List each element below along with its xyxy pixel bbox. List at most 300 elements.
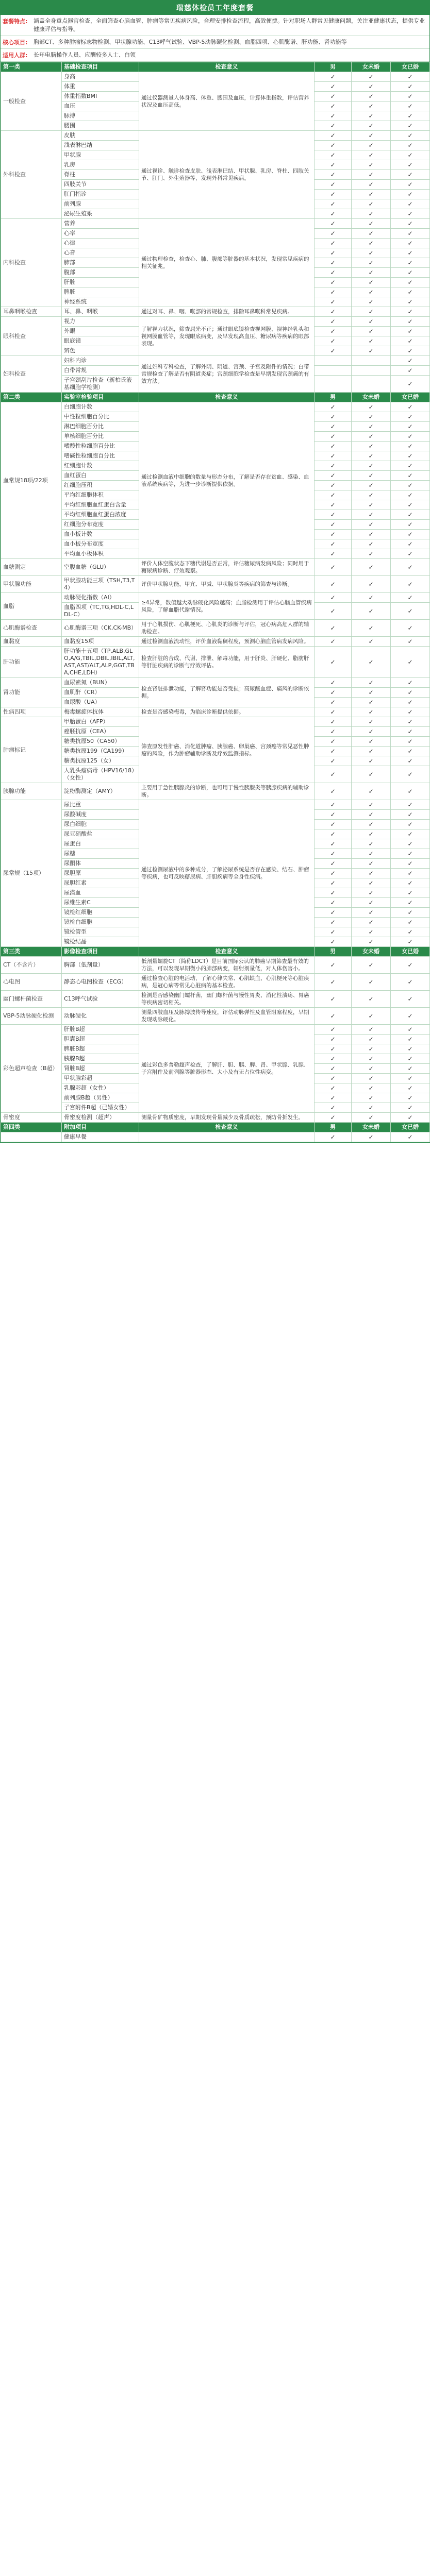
section-head-item: 实验室检验项目	[62, 393, 139, 402]
female-married-check: ✓	[391, 783, 430, 800]
female-unmarried-check: ✓	[352, 402, 391, 412]
female-unmarried-check: ✓	[352, 829, 391, 839]
female-unmarried-check: ✓	[352, 1054, 391, 1064]
female-married-check: ✓	[391, 747, 430, 756]
female-unmarried-check: ✓	[352, 121, 391, 131]
desc-cell: 通过视诊、触诊检查皮肤、浅表淋巴结、甲状腺、乳房、脊柱、四肢关节、肛门、外生殖器等，发现外科常见疾病。	[139, 131, 315, 219]
male-check: ✓	[315, 991, 352, 1008]
female-married-check: ✓	[391, 829, 430, 839]
female-married-check: ✓	[391, 451, 430, 461]
female-unmarried-check: ✓	[352, 111, 391, 121]
female-married-check: ✓	[391, 92, 430, 101]
male-check: ✓	[315, 190, 352, 199]
male-check: ✓	[315, 957, 352, 974]
female-unmarried-check: ✓	[352, 620, 391, 637]
desc-cell: 通过检测尿液中的多种成分，了解泌尿系统是否存在感染、结石、肿瘤等疾病，也可反映糖尿病、肝胆疾病等全身性疾病。	[139, 800, 315, 947]
male-check: ✓	[315, 451, 352, 461]
male-check: ✓	[315, 756, 352, 766]
info-row	[1, 36, 429, 49]
table-row	[1, 1025, 430, 1035]
item-cell: 血肌酐（CR）	[62, 688, 139, 698]
col-desc-header: 检查意义	[139, 393, 315, 402]
item-cell: 肝脏B超	[62, 1025, 139, 1035]
item-cell: 尿蛋白	[62, 839, 139, 849]
item-cell: 子宫颈刮片检查（新柏氏液基细胞学检测）	[62, 376, 139, 393]
female-married-check: ✓	[391, 1025, 430, 1035]
male-check: ✓	[315, 1025, 352, 1035]
female-married-check: ✓	[391, 1113, 430, 1123]
item-cell: 腰围	[62, 121, 139, 131]
item-cell: 肝功能十五项（TP,ALB,GLO,A/G,TBIL,DBIL,IBIL,ALT,AST,AST/ALT,ALP,GGT,TBA,CHE,LDH）	[62, 647, 139, 678]
female-married-check: ✓	[391, 461, 430, 471]
item-cell: C13呼气试验	[62, 991, 139, 1008]
female-married-check: ✓	[391, 402, 430, 412]
female-unmarried-check: ✓	[352, 1044, 391, 1054]
female-unmarried-check: ✓	[352, 747, 391, 756]
male-check: ✓	[315, 783, 352, 800]
female-married-check: ✓	[391, 1054, 430, 1064]
female-married-check: ✓	[391, 346, 430, 356]
item-cell: 泌尿生殖系	[62, 209, 139, 219]
male-check: ✓	[315, 800, 352, 810]
male-check: ✓	[315, 510, 352, 520]
female-unmarried-check: ✓	[352, 268, 391, 278]
male-check: ✓	[315, 698, 352, 707]
female-unmarried-check: ✓	[352, 160, 391, 170]
item-cell: 尿亚硝酸盐	[62, 829, 139, 839]
info-row	[1, 15, 429, 36]
table-row	[1, 317, 430, 327]
male-check: ✓	[315, 869, 352, 878]
female-married-check: ✓	[391, 539, 430, 549]
male-check: ✓	[315, 559, 352, 576]
info-row	[1, 49, 429, 62]
male-check: ✓	[315, 219, 352, 229]
female-unmarried-check: ✓	[352, 170, 391, 180]
male-check: ✓	[315, 747, 352, 756]
category-cell: 胰腺功能	[1, 783, 62, 800]
female-married-check: ✓	[391, 878, 430, 888]
table-row	[1, 620, 430, 637]
female-married-check: ✓	[391, 1044, 430, 1054]
item-cell: 妇科内诊	[62, 356, 139, 366]
table-row	[1, 974, 430, 991]
item-cell: 心肌酶谱三项（CK,CK-MB）	[62, 620, 139, 637]
item-cell: 中性粒细胞百分比	[62, 412, 139, 422]
item-cell: 红细胞压积	[62, 481, 139, 490]
male-check: ✓	[315, 908, 352, 918]
table-row	[1, 637, 430, 647]
female-married-check: ✓	[391, 510, 430, 520]
item-cell: 血尿素氮（BUN）	[62, 678, 139, 688]
female-unmarried-check: ✓	[352, 647, 391, 678]
female-unmarried-check: ✓	[352, 800, 391, 810]
item-cell: 镜检结晶	[62, 937, 139, 947]
item-cell: 身高	[62, 72, 139, 82]
female-married-check: ✓	[391, 287, 430, 297]
item-cell: 眼底镜	[62, 336, 139, 346]
male-check: ✓	[315, 576, 352, 593]
col-female-married-header: 女已婚	[391, 1123, 430, 1132]
female-married-check: ✓	[391, 297, 430, 307]
table-row	[1, 783, 430, 800]
male-check: ✓	[315, 209, 352, 219]
female-unmarried-check: ✓	[352, 717, 391, 727]
female-married-check: ✓	[391, 766, 430, 783]
items-table	[1, 62, 430, 1142]
female-unmarried-check	[352, 366, 391, 376]
female-married-check: ✓	[391, 1074, 430, 1083]
female-married-check: ✓	[391, 219, 430, 229]
female-married-check: ✓	[391, 278, 430, 287]
female-unmarried-check: ✓	[352, 530, 391, 539]
female-unmarried-check: ✓	[352, 346, 391, 356]
item-cell: 浅表淋巴结	[62, 141, 139, 150]
female-married-check: ✓	[391, 898, 430, 908]
female-married-check: ✓	[391, 530, 430, 539]
item-cell: 平均红细胞血红蛋白含量	[62, 500, 139, 510]
female-unmarried-check: ✓	[352, 878, 391, 888]
male-check: ✓	[315, 1044, 352, 1054]
male-check: ✓	[315, 678, 352, 688]
category-cell	[1, 1132, 62, 1142]
desc-cell: 通过彩色多普勒超声检查，了解肝、胆、胰、脾、肾、甲状腺、乳腺、子宫附件及前列腺等脏器形态、大小及有无占位性病变。	[139, 1025, 315, 1113]
female-unmarried-check	[352, 356, 391, 366]
female-married-check: ✓	[391, 366, 430, 376]
category-cell: 彩色超声检查（B超）	[1, 1025, 62, 1113]
category-cell: VBP-5动脉硬化检测	[1, 1008, 62, 1025]
category-cell: 肝功能	[1, 647, 62, 678]
info-text: 涵盖全身重点器官检查，全面筛查心脑血管、肿瘤等常见疾病风险，合理安排检查流程，高效便捷。针对职场人群常见健康问题，关注亚健康状态，提供专业健康评估与指导。	[34, 18, 425, 32]
male-check: ✓	[315, 327, 352, 336]
male-check: ✓	[315, 829, 352, 839]
female-married-check: ✓	[391, 500, 430, 510]
table-row	[1, 800, 430, 810]
item-cell: 辨色	[62, 346, 139, 356]
item-cell: 平均红细胞体积	[62, 490, 139, 500]
female-unmarried-check: ✓	[352, 520, 391, 530]
item-cell: 糖类抗原50（CA50）	[62, 737, 139, 747]
category-cell: 心电图	[1, 974, 62, 991]
female-married-check: ✓	[391, 490, 430, 500]
female-unmarried-check: ✓	[352, 258, 391, 268]
female-married-check: ✓	[391, 859, 430, 869]
female-married-check: ✓	[391, 412, 430, 422]
female-married-check: ✓	[391, 1093, 430, 1103]
info-text: 长年电脑操作人员、应酬较多人士、白领	[34, 52, 136, 58]
male-check: ✓	[315, 717, 352, 727]
female-married-check: ✓	[391, 717, 430, 727]
category-cell: 内科检查	[1, 219, 62, 307]
col-male-header: 男	[315, 393, 352, 402]
female-unmarried-check: ✓	[352, 849, 391, 859]
item-cell: 营养	[62, 219, 139, 229]
desc-cell: 通过检查心脏的电活动，了解心律失常、心肌缺血、心肌梗死等心脏疾病，是冠心病等常见心脏病的基本检查。	[139, 974, 315, 991]
male-check: ✓	[315, 918, 352, 927]
female-married-check: ✓	[391, 800, 430, 810]
female-unmarried-check: ✓	[352, 219, 391, 229]
col-male-header: 男	[315, 1123, 352, 1132]
item-cell: 血小板计数	[62, 530, 139, 539]
female-unmarried-check: ✓	[352, 859, 391, 869]
desc-cell: 主要用于急性胰腺炎的诊断，也可用于慢性胰腺炎等胰腺疾病的辅助诊断。	[139, 783, 315, 800]
female-unmarried-check: ✓	[352, 199, 391, 209]
female-married-check: ✓	[391, 72, 430, 82]
female-unmarried-check: ✓	[352, 510, 391, 520]
female-unmarried-check: ✓	[352, 141, 391, 150]
female-married-check: ✓	[391, 737, 430, 747]
male-check: ✓	[315, 199, 352, 209]
item-cell: 脉搏	[62, 111, 139, 121]
female-unmarried-check: ✓	[352, 839, 391, 849]
item-cell: 健康早餐	[62, 1132, 139, 1142]
female-unmarried-check: ✓	[352, 991, 391, 1008]
female-unmarried-check: ✓	[352, 72, 391, 82]
male-check: ✓	[315, 297, 352, 307]
item-cell: 空腹血糖（GLU）	[62, 559, 139, 576]
male-check: ✓	[315, 688, 352, 698]
table-row	[1, 717, 430, 727]
item-cell: 尿比重	[62, 800, 139, 810]
female-unmarried-check: ✓	[352, 82, 391, 92]
male-check: ✓	[315, 620, 352, 637]
male-check: ✓	[315, 150, 352, 160]
section-head-label: 第一类	[1, 62, 62, 72]
female-married-check: ✓	[391, 820, 430, 829]
female-married-check: ✓	[391, 576, 430, 593]
category-cell: 性病四项	[1, 707, 62, 717]
female-unmarried-check: ✓	[352, 707, 391, 717]
female-unmarried-check: ✓	[352, 937, 391, 947]
female-unmarried-check: ✓	[352, 698, 391, 707]
male-check: ✓	[315, 1035, 352, 1044]
female-unmarried-check: ✓	[352, 678, 391, 688]
female-unmarried-check: ✓	[352, 1103, 391, 1113]
female-unmarried-check: ✓	[352, 471, 391, 481]
female-unmarried-check: ✓	[352, 422, 391, 432]
desc-cell: 检查是否感染梅毒，为临床诊断提供依据。	[139, 707, 315, 717]
female-unmarried-check: ✓	[352, 101, 391, 111]
male-check: ✓	[315, 500, 352, 510]
item-cell: 糖类抗原125（女）	[62, 756, 139, 766]
item-cell: 甲状腺功能三项（TSH,T3,T4）	[62, 576, 139, 593]
male-check: ✓	[315, 593, 352, 603]
info-label: 套餐特点:	[3, 18, 28, 25]
female-unmarried-check: ✓	[352, 576, 391, 593]
category-cell: 尿常规（15项）	[1, 800, 62, 947]
female-unmarried-check: ✓	[352, 336, 391, 346]
male-check: ✓	[315, 974, 352, 991]
male-check: ✓	[315, 141, 352, 150]
item-cell: 平均红细胞血红蛋白浓度	[62, 510, 139, 520]
female-married-check: ✓	[391, 336, 430, 346]
item-cell: 肺部	[62, 258, 139, 268]
desc-cell: 测量骨矿物质密度，早期发现骨量减少及骨质疏松，预防骨折发生。	[139, 1113, 315, 1123]
female-married-check: ✓	[391, 1008, 430, 1025]
item-cell: 肛门指诊	[62, 190, 139, 199]
col-male-header: 男	[315, 62, 352, 72]
male-check: ✓	[315, 111, 352, 121]
item-cell: 静态心电图检查（ECG）	[62, 974, 139, 991]
table-row	[1, 593, 430, 603]
item-cell: 淀粉酶测定（AMY）	[62, 783, 139, 800]
item-cell: 子宫附件B超（已婚女性）	[62, 1103, 139, 1113]
female-married-check: ✓	[391, 937, 430, 947]
desc-cell: 评价甲状腺功能，甲亢、甲减、甲状腺炎等疾病的筛查与诊断。	[139, 576, 315, 593]
female-married-check: ✓	[391, 756, 430, 766]
category-cell: 一般检查	[1, 72, 62, 131]
female-unmarried-check: ✓	[352, 974, 391, 991]
male-check: ✓	[315, 820, 352, 829]
item-cell: 耳、鼻、咽喉	[62, 307, 139, 317]
item-cell: 嗜碱性粒细胞百分比	[62, 451, 139, 461]
table-row	[1, 576, 430, 593]
female-married-check: ✓	[391, 520, 430, 530]
female-married-check: ✓	[391, 593, 430, 603]
female-unmarried-check: ✓	[352, 1025, 391, 1035]
male-check: ✓	[315, 1132, 352, 1142]
desc-cell: 测量四肢血压及脉搏波传导速度，评估动脉弹性及血管阻塞程度，早期发现动脉硬化。	[139, 1008, 315, 1025]
female-unmarried-check: ✓	[352, 317, 391, 327]
female-unmarried-check: ✓	[352, 603, 391, 620]
female-married-check: ✓	[391, 974, 430, 991]
item-cell: 白细胞计数	[62, 402, 139, 412]
section-head-item: 基础检查项目	[62, 62, 139, 72]
desc-cell: 通过检测血液中细胞的数量与形态分布，了解是否存在贫血、感染、血液系统疾病等，为进一步诊断提供依据。	[139, 402, 315, 559]
male-check	[315, 376, 352, 393]
category-cell: 外科检查	[1, 131, 62, 219]
item-cell: 胆囊B超	[62, 1035, 139, 1044]
female-married-check: ✓	[391, 1083, 430, 1093]
female-unmarried-check: ✓	[352, 898, 391, 908]
female-married-check: ✓	[391, 422, 430, 432]
desc-cell: 评价人体空腹状态下糖代谢是否正常，评估糖尿病发病风险；同时用于糖尿病诊断、疗效观察。	[139, 559, 315, 576]
female-unmarried-check: ✓	[352, 637, 391, 647]
item-cell: 脾脏B超	[62, 1044, 139, 1054]
desc-cell: 通过物理检查，检查心、肺、腹部等脏器的基本状况，发现常见疾病的相关征兆。	[139, 219, 315, 307]
female-unmarried-check: ✓	[352, 500, 391, 510]
male-check: ✓	[315, 1008, 352, 1025]
female-unmarried-check: ✓	[352, 131, 391, 141]
item-cell: 心率	[62, 229, 139, 239]
female-married-check: ✓	[391, 209, 430, 219]
female-unmarried-check: ✓	[352, 688, 391, 698]
female-married-check: ✓	[391, 918, 430, 927]
desc-cell: 检查肝脏的合成、代谢、排泄、解毒功能，用于肝炎、肝硬化、脂肪肝等肝脏疾病的诊断与疗效评估。	[139, 647, 315, 678]
item-cell: 神经系统	[62, 297, 139, 307]
female-unmarried-check: ✓	[352, 180, 391, 190]
male-check: ✓	[315, 603, 352, 620]
item-cell: 脊柱	[62, 170, 139, 180]
item-cell: 单核细胞百分比	[62, 432, 139, 442]
female-unmarried-check: ✓	[352, 1083, 391, 1093]
desc-cell: 了解视力状况，筛查屈光不正；通过眼底镜检查视网膜、视神经乳头和视网膜血管等，发现眼底病变，及早发现高血压、糖尿病等疾病的眼部表现。	[139, 317, 315, 356]
item-cell: 动脉硬化	[62, 1008, 139, 1025]
category-cell: 血糖测定	[1, 559, 62, 576]
item-cell: 尿胆红素	[62, 878, 139, 888]
item-cell: 梅毒螺旋体抗体	[62, 707, 139, 717]
female-married-check: ✓	[391, 839, 430, 849]
item-cell: 尿潜血	[62, 888, 139, 898]
item-cell: 前列腺	[62, 199, 139, 209]
item-cell: 尿糖	[62, 849, 139, 859]
female-married-check: ✓	[391, 327, 430, 336]
female-married-check: ✓	[391, 927, 430, 937]
item-cell: 血红蛋白	[62, 471, 139, 481]
female-married-check: ✓	[391, 559, 430, 576]
female-unmarried-check: ✓	[352, 432, 391, 442]
col-female-married-header: 女已婚	[391, 62, 430, 72]
desc-cell: 检测是否感染幽门螺杆菌，幽门螺杆菌与慢性胃炎、消化性溃疡、胃癌等疾病密切相关。	[139, 991, 315, 1008]
female-married-check: ✓	[391, 150, 430, 160]
female-married-check: ✓	[391, 888, 430, 898]
male-check: ✓	[315, 849, 352, 859]
male-check: ✓	[315, 1113, 352, 1123]
col-female-unmarried-header: 女未婚	[352, 947, 391, 957]
male-check: ✓	[315, 898, 352, 908]
male-check: ✓	[315, 471, 352, 481]
item-cell: 尿胆原	[62, 869, 139, 878]
category-cell: 甲状腺功能	[1, 576, 62, 593]
male-check: ✓	[315, 1093, 352, 1103]
female-unmarried-check: ✓	[352, 490, 391, 500]
desc-cell: 检查肾脏排泄功能，了解肾功能是否受损；高尿酸血症、痛风的诊断依据。	[139, 678, 315, 707]
table-row	[1, 72, 430, 82]
male-check: ✓	[315, 927, 352, 937]
item-cell: 血尿酸（UA）	[62, 698, 139, 707]
female-married-check: ✓	[391, 688, 430, 698]
male-check: ✓	[315, 287, 352, 297]
item-cell: 淋巴细胞百分比	[62, 422, 139, 432]
female-married-check: ✓	[391, 603, 430, 620]
female-unmarried-check: ✓	[352, 229, 391, 239]
table-row	[1, 356, 430, 366]
category-cell: 肾功能	[1, 678, 62, 707]
female-unmarried-check	[352, 376, 391, 393]
female-married-check: ✓	[391, 432, 430, 442]
female-married-check: ✓	[391, 849, 430, 859]
female-married-check: ✓	[391, 1064, 430, 1074]
section-header	[1, 1123, 430, 1132]
male-check: ✓	[315, 859, 352, 869]
female-unmarried-check: ✓	[352, 209, 391, 219]
item-cell: 甲胎蛋白（AFP）	[62, 717, 139, 727]
col-desc-header: 检查意义	[139, 62, 315, 72]
male-check: ✓	[315, 412, 352, 422]
female-married-check: ✓	[391, 678, 430, 688]
male-check: ✓	[315, 461, 352, 471]
female-married-check: ✓	[391, 727, 430, 737]
table-row	[1, 1008, 430, 1025]
item-cell: 甲状腺	[62, 150, 139, 160]
item-cell: 视力	[62, 317, 139, 327]
desc-cell: 筛查原发性肝癌、消化道肿瘤、胰腺癌、卵巢癌、宫颈癌等常见恶性肿瘤的风险，作为肿瘤辅助诊断及疗效监测指标。	[139, 717, 315, 783]
male-check: ✓	[315, 727, 352, 737]
male-check: ✓	[315, 707, 352, 717]
male-check: ✓	[315, 1074, 352, 1083]
female-unmarried-check: ✓	[352, 297, 391, 307]
male-check: ✓	[315, 160, 352, 170]
female-unmarried-check: ✓	[352, 593, 391, 603]
male-check: ✓	[315, 1064, 352, 1074]
item-cell: 体重指数BMI	[62, 92, 139, 101]
item-cell: 血黏度15项	[62, 637, 139, 647]
section-header	[1, 947, 430, 957]
category-cell: 耳鼻咽喉检查	[1, 307, 62, 317]
desc-cell: 通过仪器测量人体身高、体重、腰围及血压，计算体重指数，评估营养状况及血压高低。	[139, 72, 315, 131]
female-unmarried-check: ✓	[352, 549, 391, 559]
female-married-check: ✓	[391, 111, 430, 121]
